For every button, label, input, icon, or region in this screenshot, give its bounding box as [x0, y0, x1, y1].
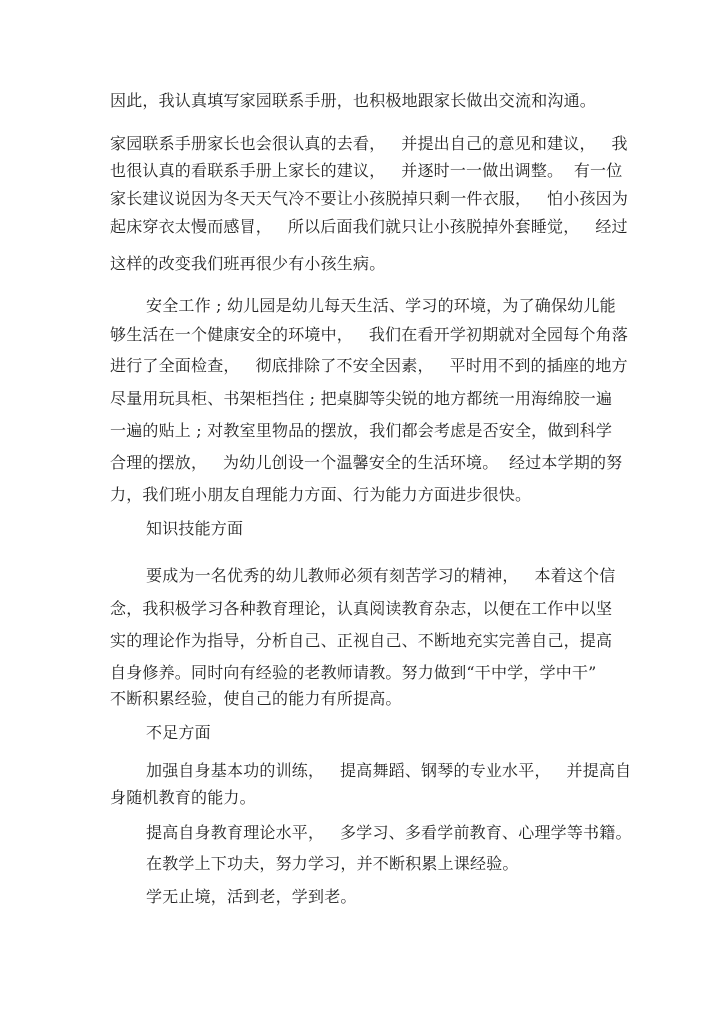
- paragraph-line: 在教学上下功夫，努力学习，并不断积累上课经验。: [146, 854, 519, 873]
- paragraph-line: 家长建议说因为冬天天气冷不要让小孩脱掉只剩一件衣服， 怕小孩因为: [110, 189, 629, 208]
- section-heading: 知识技能方面: [146, 519, 244, 538]
- paragraph-line: 身随机教育的能力。: [110, 788, 256, 807]
- paragraph-line: 安全工作 ; 幼儿园是幼儿每天生活、学习的环境，为了确保幼儿能: [146, 296, 616, 315]
- paragraph-line: 要成为一名优秀的幼儿教师必须有刻苦学习的精神， 本着这个信: [146, 566, 616, 585]
- paragraph-line: 实的理论作为指导，分析自己、正视自己、不断地充实完善自己，提高: [110, 631, 613, 650]
- paragraph-line: 不断积累经验，使自己的能力有所提高。: [110, 689, 402, 708]
- paragraph-line: 自身修养。同时向有经验的老教师请教。努力做到“干中学，学中干”: [110, 663, 597, 682]
- paragraph-line: 够生活在一个健康安全的环境中， 我们在看开学初期就对全园每个角落: [110, 325, 629, 344]
- paragraph-line: 力，我们班小朋友自理能力方面、行为能力方面进步很快。: [110, 485, 532, 504]
- paragraph-line: 加强自身基本功的训练， 提高舞蹈、钢琴的专业水平， 并提高自: [146, 761, 632, 780]
- paragraph-line: 因此，我认真填写家园联系手册，也积极地跟家长做出交流和沟通。: [110, 91, 597, 110]
- paragraph-line: 这样的改变我们班再很少有小孩生病。: [110, 254, 386, 273]
- paragraph-line: 也很认真的看联系手册上家长的建议， 并逐时一一做出调整。 有一位: [110, 161, 623, 180]
- paragraph-line: 起床穿衣太慢而感冒， 所以后面我们就只让小孩脱掉外套睡觉， 经过: [110, 217, 628, 236]
- paragraph-line: 学无止境，活到老，学到老。: [146, 887, 357, 906]
- paragraph-line: 提高自身教育理论水平， 多学习、多看学前教育、心理学等书籍。: [146, 823, 632, 842]
- paragraph-line: 尽量用玩具柜、书架柜挡住 ; 把桌脚等尖锐的地方都统一用海绵胶一遍: [110, 389, 613, 408]
- paragraph-line: 家园联系手册家长也会很认真的去看， 并提出自己的意见和建议， 我: [110, 134, 628, 153]
- paragraph-line: 念，我积极学习各种教育理论，认真阅读教育杂志，以便在工作中以坚: [110, 599, 613, 618]
- section-heading: 不足方面: [146, 723, 211, 742]
- paragraph-line: 合理的摆放， 为幼儿创设一个温馨安全的生活环境。 经过本学期的努: [110, 453, 623, 472]
- paragraph-line: 进行了全面检查， 彻底排除了不安全因素， 平时用不到的插座的地方: [110, 356, 628, 375]
- paragraph-line: 一遍的贴上 ; 对教室里物品的摆放，我们都会考虑是否安全，做到科学: [110, 421, 613, 440]
